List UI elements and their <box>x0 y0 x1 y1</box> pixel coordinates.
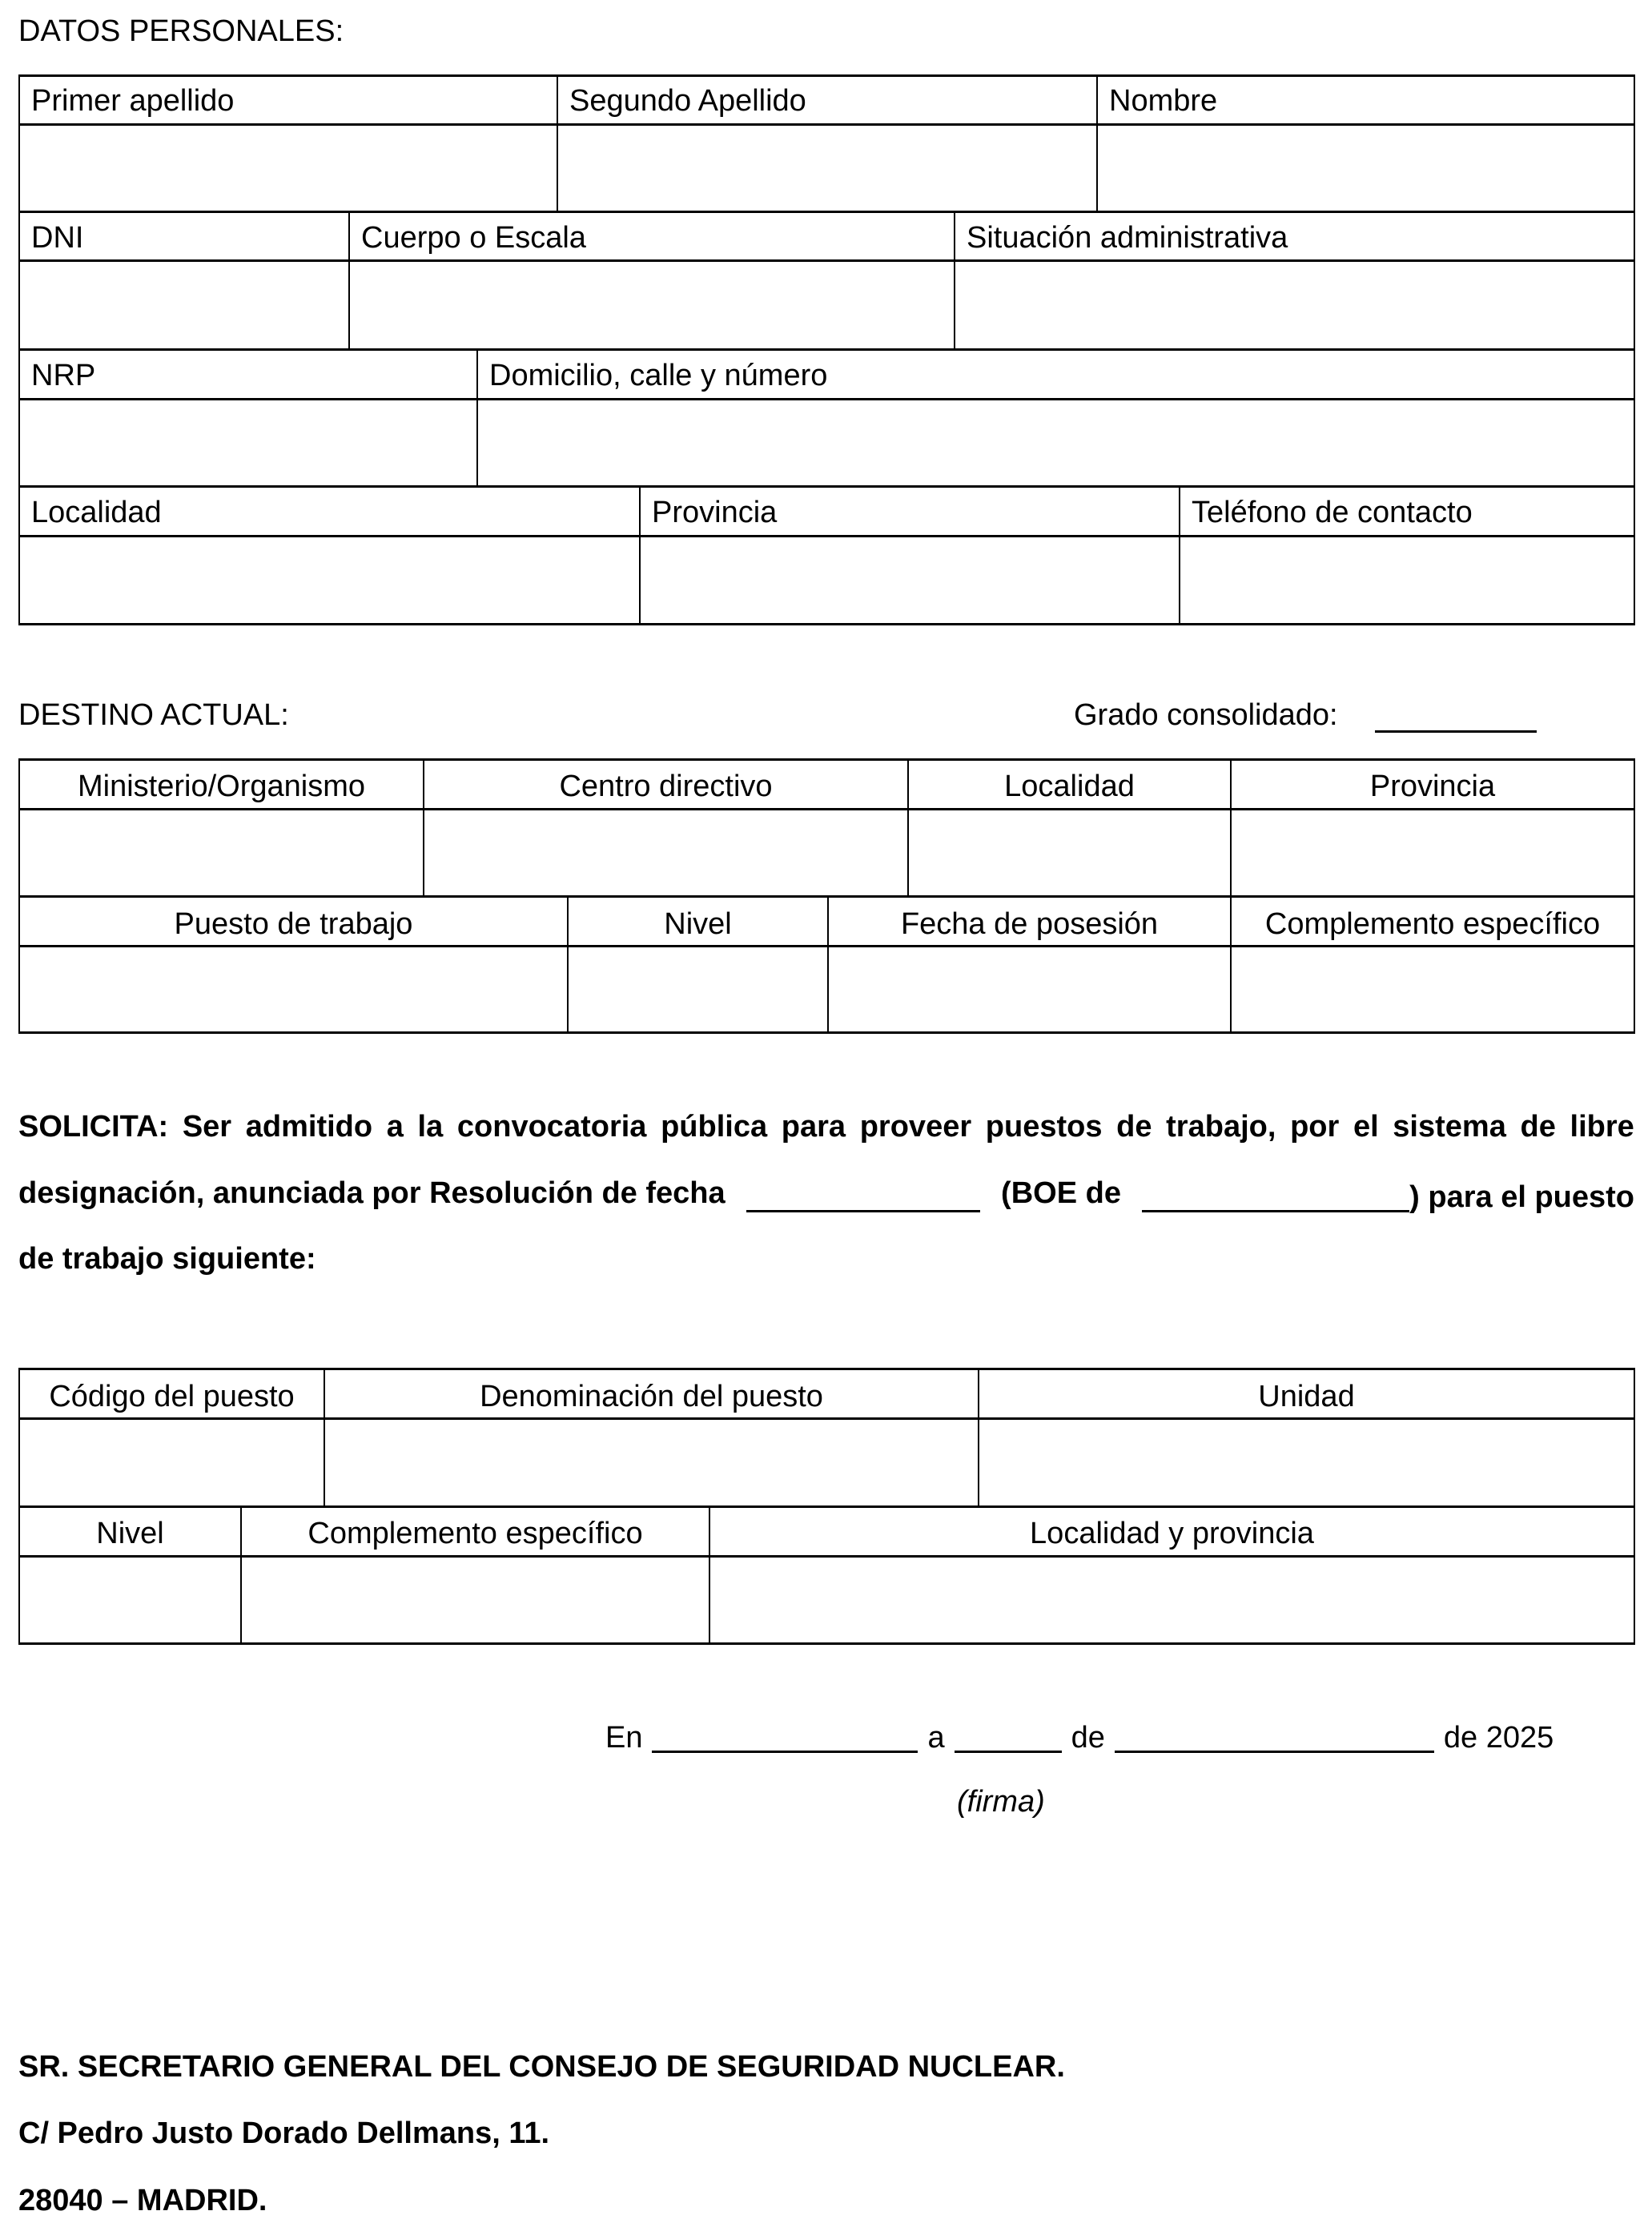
resolucion-fecha-field[interactable] <box>746 1178 980 1212</box>
label-domicilio: Domicilio, calle y número <box>489 359 828 392</box>
solicita-word: SOLICITA: <box>18 1110 169 1144</box>
lugar-field[interactable] <box>652 1720 918 1753</box>
table-border <box>18 1505 1634 1508</box>
addressee-line-3: 28040 – MADRID. <box>18 2184 267 2217</box>
label-complemento-especifico: Complemento específico <box>307 1517 643 1550</box>
table-border <box>18 348 1634 351</box>
label-provincia: Provincia <box>652 496 778 529</box>
telefono-field[interactable] <box>1182 538 1635 623</box>
label-codigo-puesto: Código del puesto <box>49 1380 295 1413</box>
table-border <box>18 74 1634 77</box>
solicita-line-3: de trabajo siguiente: <box>18 1242 316 1276</box>
addressee-line-2: C/ Pedro Justo Dorado Dellmans, 11. <box>18 2116 550 2150</box>
table-border <box>18 1642 1634 1645</box>
puesto-complemento-field[interactable] <box>243 1558 710 1642</box>
ministerio-field[interactable] <box>22 811 424 895</box>
solicita-line-1 <box>18 1112 1634 1142</box>
a-label: a <box>927 1721 945 1755</box>
label-dni: DNI <box>31 221 84 255</box>
table-border <box>18 398 1634 400</box>
solicita-word: proveer <box>859 1110 972 1144</box>
label-puesto-trabajo: Puesto de trabajo <box>174 907 413 941</box>
puesto-trabajo-field[interactable] <box>22 948 569 1031</box>
solicita-word: a <box>386 1110 404 1144</box>
year-label: de 2025 <box>1443 1721 1554 1755</box>
label-primer-apellido: Primer apellido <box>31 84 235 118</box>
label-cuerpo-escala: Cuerpo o Escala <box>361 221 586 255</box>
mes-field[interactable] <box>1115 1720 1434 1753</box>
solicita-word: de <box>1520 1110 1556 1144</box>
label-centro-directivo: Centro directivo <box>559 770 773 803</box>
solicita-word: por <box>1290 1110 1340 1144</box>
solicita-text: designación, anunciada por Resolución de fecha <box>18 1176 726 1210</box>
solicita-word: admitido <box>245 1110 373 1144</box>
table-border <box>18 1031 1634 1034</box>
nivel-field[interactable] <box>570 948 829 1031</box>
grado-consolidado-field[interactable] <box>1375 695 1537 733</box>
solicita-word: para <box>781 1110 846 1144</box>
cuerpo-escala-field[interactable] <box>352 263 955 348</box>
firma-label: (firma) <box>957 1785 1045 1819</box>
label-nrp: NRP <box>31 359 96 392</box>
label-unidad: Unidad <box>1258 1380 1355 1413</box>
table-border <box>18 74 20 625</box>
localidad-field[interactable] <box>22 538 641 623</box>
destino-localidad-field[interactable] <box>910 811 1232 895</box>
place-date-line <box>605 1720 1554 1753</box>
table-border <box>18 485 1634 488</box>
nombre-field[interactable] <box>1099 127 1635 211</box>
dni-field[interactable] <box>22 263 350 348</box>
label-localidad: Localidad <box>1004 770 1135 803</box>
de-label: de <box>1071 1721 1105 1755</box>
label-nivel: Nivel <box>664 907 732 941</box>
solicita-word: pública <box>661 1110 768 1144</box>
solicita-line-2 <box>18 1178 1634 1212</box>
label-situacion-administrativa: Situación administrativa <box>967 221 1288 255</box>
grado-consolidado-label: Grado consolidado: <box>1074 698 1338 732</box>
label-localidad: Localidad <box>31 496 162 529</box>
solicita-word: el <box>1353 1110 1379 1144</box>
fecha-posesion-field[interactable] <box>830 948 1232 1031</box>
personal-data-heading: DATOS PERSONALES: <box>18 14 344 48</box>
unidad-field[interactable] <box>981 1421 1635 1505</box>
label-localidad-provincia: Localidad y provincia <box>1030 1517 1314 1550</box>
label-denominacion-puesto: Denominación del puesto <box>480 1380 823 1413</box>
label-nivel: Nivel <box>96 1517 164 1550</box>
denominacion-puesto-field[interactable] <box>327 1421 979 1505</box>
centro-directivo-field[interactable] <box>426 811 909 895</box>
puesto-nivel-field[interactable] <box>22 1558 242 1642</box>
table-border <box>18 1555 1634 1558</box>
solicita-text: (BOE de <box>1001 1176 1121 1210</box>
solicita-text: ) para el puesto <box>1409 1180 1634 1214</box>
table-border <box>18 1417 1634 1420</box>
table-border <box>18 535 1634 537</box>
solicita-word: libre <box>1570 1110 1634 1144</box>
table-border <box>18 1368 1634 1370</box>
solicita-word: trabajo, <box>1166 1110 1276 1144</box>
label-telefono: Teléfono de contacto <box>1192 496 1473 529</box>
label-segundo-apellido: Segundo Apellido <box>569 84 806 118</box>
solicita-word: de <box>1116 1110 1152 1144</box>
table-border <box>18 895 1634 898</box>
label-fecha-posesion: Fecha de posesión <box>900 907 1159 941</box>
table-border <box>18 123 1634 126</box>
localidad-provincia-field[interactable] <box>712 1558 1635 1642</box>
primer-apellido-field[interactable] <box>22 127 558 211</box>
label-complemento-especifico: Complemento específico <box>1264 907 1601 941</box>
table-border <box>18 808 1634 810</box>
table-border <box>18 623 1634 625</box>
codigo-puesto-field[interactable] <box>22 1421 325 1505</box>
solicita-word: puestos <box>985 1110 1103 1144</box>
domicilio-field[interactable] <box>480 401 1635 485</box>
solicita-word: convocatoria <box>456 1110 647 1144</box>
segundo-apellido-field[interactable] <box>560 127 1098 211</box>
solicita-word: Ser <box>182 1110 232 1144</box>
solicita-word: sistema <box>1393 1110 1506 1144</box>
nrp-field[interactable] <box>22 401 478 485</box>
boe-fecha-field[interactable] <box>1142 1178 1409 1212</box>
table-border <box>18 211 1634 213</box>
label-ministerio: Ministerio/Organismo <box>78 770 365 803</box>
solicita-word: la <box>417 1110 444 1144</box>
complemento-especifico-field[interactable] <box>1233 948 1635 1031</box>
dia-field[interactable] <box>955 1720 1062 1753</box>
en-label: En <box>605 1721 643 1755</box>
destino-actual-heading: DESTINO ACTUAL: <box>18 698 289 732</box>
destino-provincia-field[interactable] <box>1233 811 1635 895</box>
label-provincia: Provincia <box>1369 770 1496 803</box>
table-border <box>18 758 1634 761</box>
table-border <box>18 945 1634 947</box>
provincia-field[interactable] <box>642 538 1180 623</box>
situacion-administrativa-field[interactable] <box>957 263 1635 348</box>
label-nombre: Nombre <box>1109 84 1218 118</box>
addressee-line-1: SR. SECRETARIO GENERAL DEL CONSEJO DE SEGURIDAD NUCLEAR. <box>18 2050 1065 2084</box>
table-border <box>18 259 1634 262</box>
